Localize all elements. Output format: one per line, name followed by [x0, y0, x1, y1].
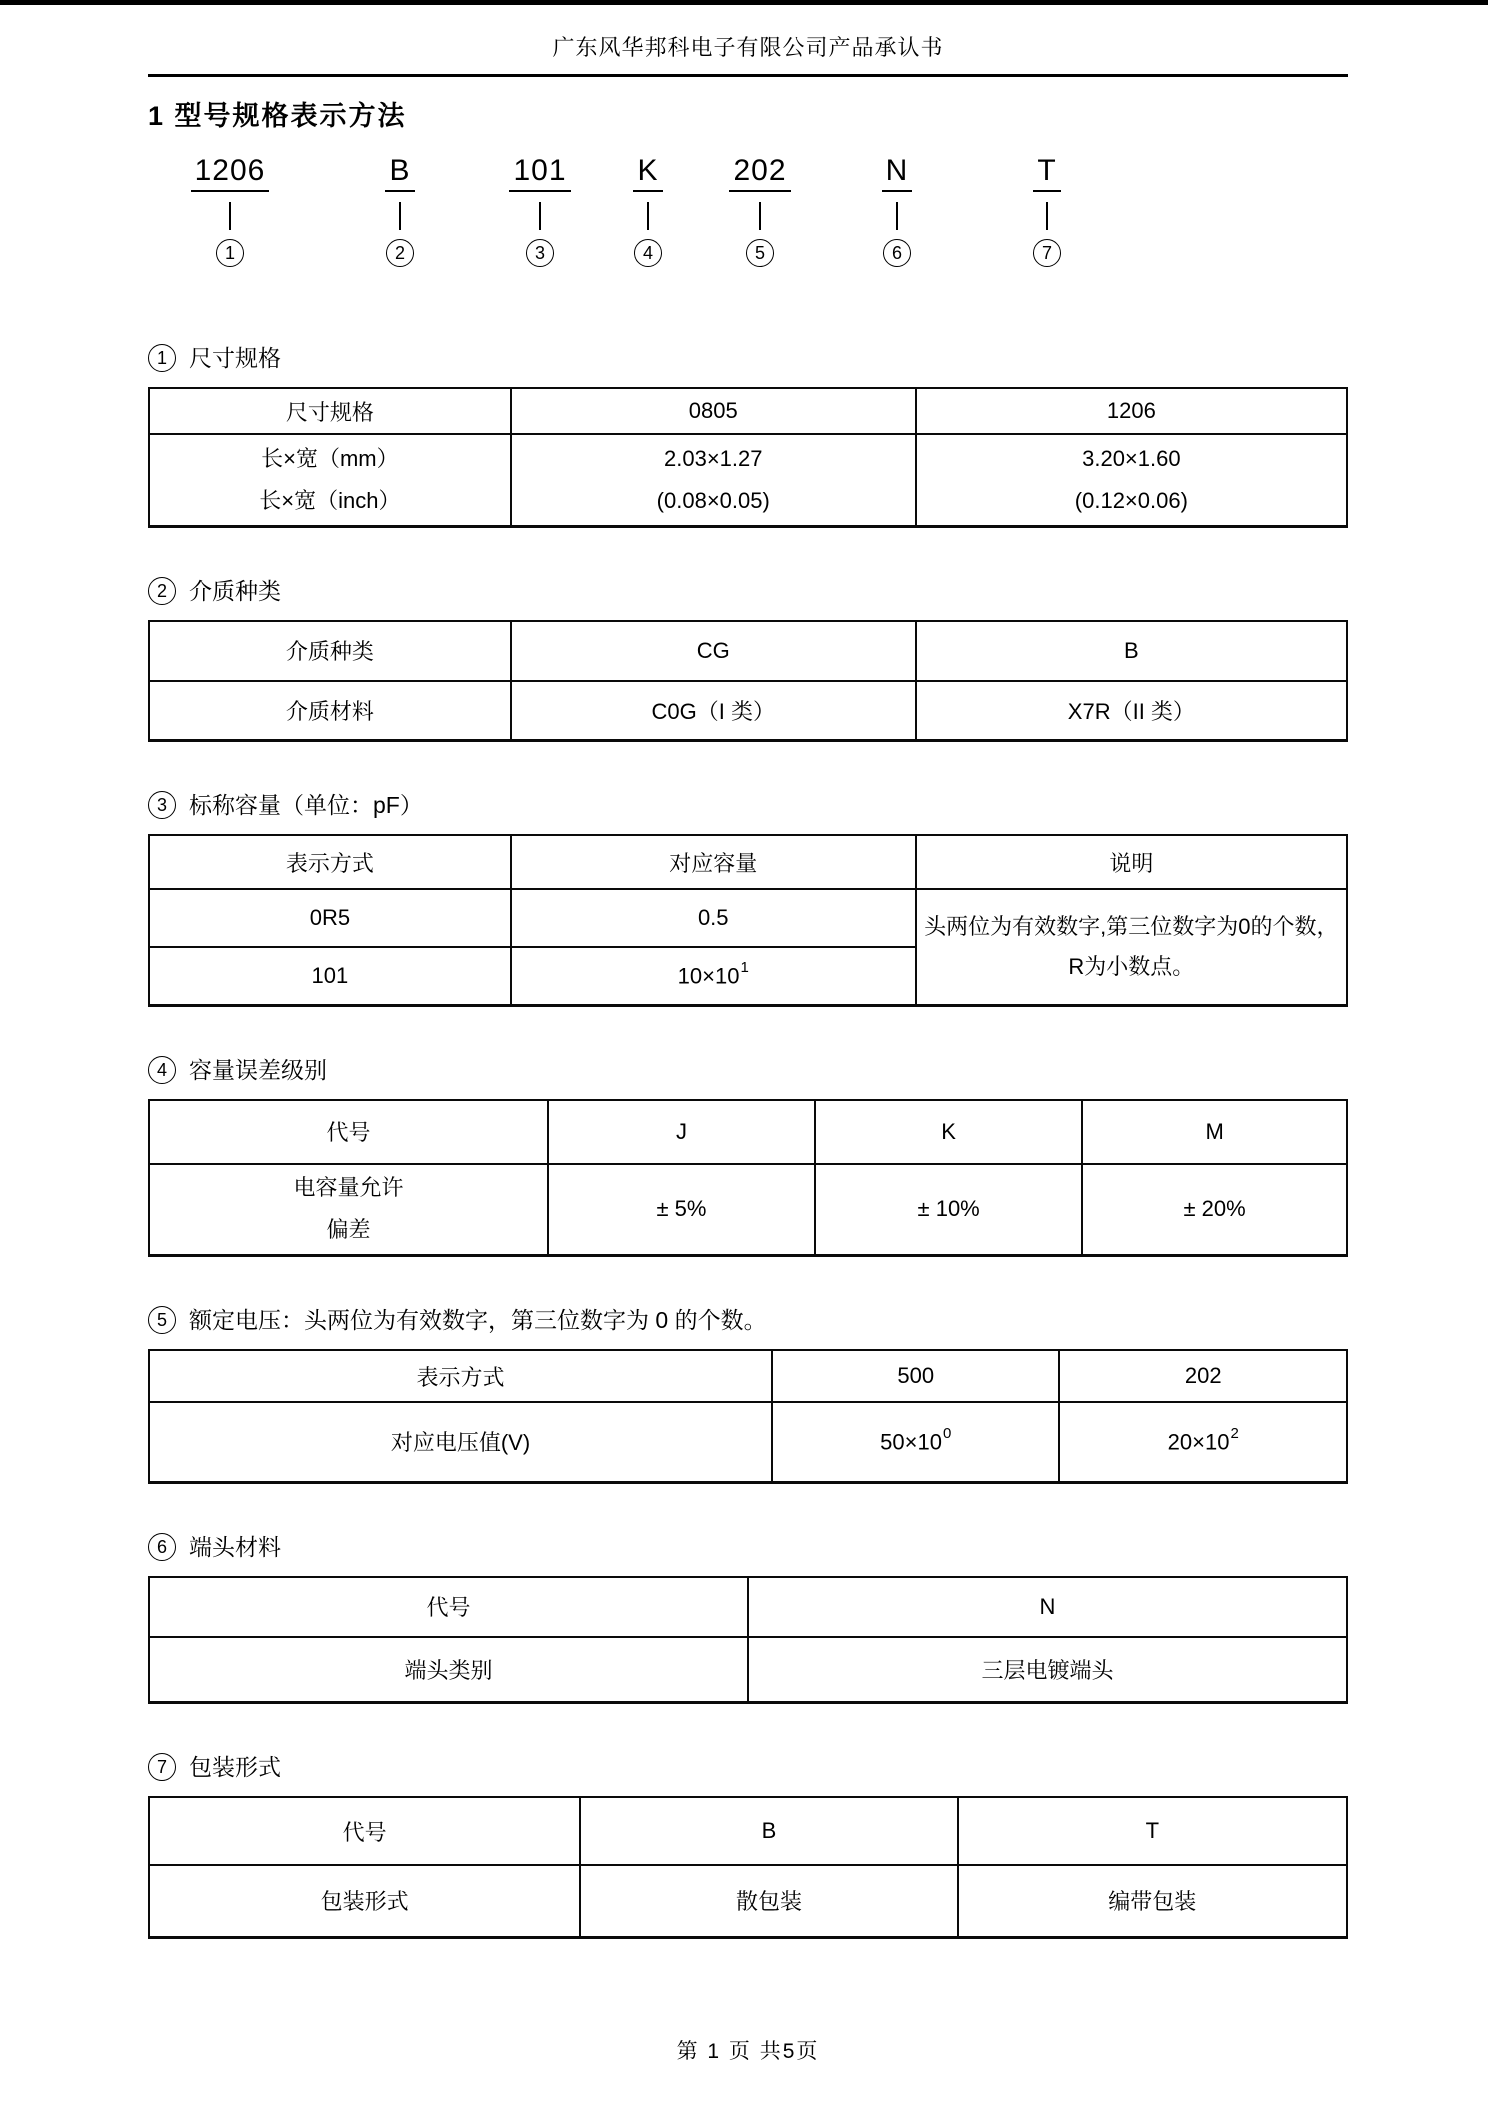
page-header: [148, 34, 1348, 77]
value-base: 10×10: [677, 963, 740, 989]
cell-label: 介质种类: [149, 621, 511, 681]
section-index-circle: 4: [148, 1056, 176, 1084]
cell-header: 表示方式: [149, 1350, 772, 1402]
table-row: [149, 1797, 1347, 1865]
section-label-text: 容量误差级别: [189, 1056, 327, 1083]
table-row: [149, 1637, 1347, 1703]
table-row: [149, 1100, 1347, 1164]
cell-value: ± 5%: [548, 1164, 815, 1256]
section-termination: [148, 1532, 1348, 1705]
size-table: [148, 387, 1348, 528]
cell-value: X7R（II 类）: [916, 681, 1347, 741]
section-label-text: 介质种类: [189, 577, 281, 604]
section-dielectric: [148, 576, 1348, 743]
pn-connector-line: [1046, 202, 1049, 230]
section-voltage-label: [148, 1305, 1348, 1335]
cell-line: (0.08×0.05): [656, 487, 770, 513]
pn-index-circle: 6: [883, 239, 911, 267]
table-row: [149, 1865, 1347, 1937]
cell-header: J: [548, 1100, 815, 1164]
page-top-border: [0, 0, 1488, 5]
page-footer: 第 1 页 共5页: [676, 2039, 820, 2063]
pn-segment-1: [175, 153, 285, 267]
pn-code: T: [1033, 153, 1060, 192]
cell-value: N: [748, 1577, 1347, 1637]
pn-connector-line: [647, 202, 650, 230]
cell-value: [1059, 1402, 1347, 1482]
termination-table: [148, 1576, 1348, 1705]
cell-line: 长×宽（inch）: [259, 487, 401, 513]
header-title: 广东风华邦科电子有限公司产品承认书: [552, 35, 944, 60]
voltage-table: [148, 1349, 1348, 1484]
section-packaging-label: [148, 1752, 1348, 1782]
pn-index-circle: 4: [634, 239, 662, 267]
pn-index-circle: 7: [1033, 239, 1061, 267]
cell-line: 2.03×1.27: [664, 445, 763, 471]
cell-label: 端头类别: [149, 1637, 748, 1703]
cell-line: 3.20×1.60: [1082, 445, 1181, 471]
section-termination-label: [148, 1532, 1348, 1562]
section-label-text: 尺寸规格: [189, 345, 281, 371]
cell-label: 代号: [149, 1797, 580, 1865]
pn-segment-2: [345, 153, 455, 267]
cell-value: ± 20%: [1082, 1164, 1347, 1256]
cell-header: 对应容量: [511, 835, 916, 889]
pn-segment-7: [992, 153, 1102, 267]
value-base: 50×10: [880, 1429, 942, 1455]
section-index-circle: 7: [148, 1753, 176, 1781]
pn-connector-line: [896, 202, 899, 230]
section-tolerance-label: [148, 1055, 1348, 1085]
cell-value: [772, 1402, 1060, 1482]
table-row: [149, 835, 1347, 889]
table-row: [149, 434, 1347, 526]
cell-value: T: [958, 1797, 1347, 1865]
cell-value: B: [580, 1797, 957, 1865]
cell-value: 三层电镀端头: [748, 1637, 1347, 1703]
cell-line: 长×宽（mm）: [261, 445, 399, 471]
cell-header: 500: [772, 1350, 1060, 1402]
pn-code: B: [385, 153, 414, 192]
section-label-text: 包装形式: [189, 1754, 281, 1780]
table-row: [149, 1577, 1347, 1637]
cell-value: 0.5: [511, 889, 916, 947]
section-voltage: [148, 1305, 1348, 1484]
table-row: [149, 1350, 1347, 1402]
cell-header: 0805: [511, 388, 916, 434]
cell-value: ± 10%: [815, 1164, 1082, 1256]
part-number-diagram: [148, 153, 1348, 295]
cell-value: [916, 434, 1347, 526]
pn-index-circle: 1: [216, 239, 244, 267]
table-row: [149, 681, 1347, 741]
tolerance-table: [148, 1099, 1348, 1258]
pn-index-circle: 3: [526, 239, 554, 267]
pn-index-circle: 5: [746, 239, 774, 267]
cell-header: 表示方式: [149, 835, 511, 889]
table-row: [149, 1402, 1347, 1482]
cell-label: 包装形式: [149, 1865, 580, 1937]
value-exponent: 2: [1230, 1425, 1239, 1443]
section-index-circle: 5: [148, 1306, 176, 1334]
section-label-text: 标称容量（单位：pF）: [189, 792, 423, 818]
cell-line: (0.12×0.06): [1074, 487, 1188, 513]
pn-connector-line: [539, 202, 542, 230]
pn-connector-line: [399, 202, 402, 230]
cell-header: M: [1082, 1100, 1347, 1164]
pn-code: 202: [729, 153, 790, 192]
cell-value: B: [916, 621, 1347, 681]
section-index-circle: 6: [148, 1533, 176, 1561]
pn-segment-6: [842, 153, 952, 267]
table-row: [149, 621, 1347, 681]
table-row: [149, 1164, 1347, 1256]
cell-label: 介质材料: [149, 681, 511, 741]
header-rule: [148, 74, 1348, 77]
cell-value: C0G（I 类）: [511, 681, 916, 741]
section-dielectric-label: [148, 576, 1348, 606]
cell-label: [149, 1164, 548, 1256]
dielectric-table: [148, 620, 1348, 743]
pn-segment-4: [593, 153, 703, 267]
capacitance-table: [148, 834, 1348, 1007]
cell-value: 编带包装: [958, 1865, 1347, 1937]
cell-label: 代号: [149, 1577, 748, 1637]
cell-header: 202: [1059, 1350, 1347, 1402]
section-capacitance: [148, 790, 1348, 1007]
cell-value: [511, 947, 916, 1005]
section-size: [148, 343, 1348, 528]
cell-header: 说明: [916, 835, 1347, 889]
cell-header: 代号: [149, 1100, 548, 1164]
value-exponent: 1: [740, 959, 749, 977]
pn-code: 101: [509, 153, 570, 192]
pn-connector-line: [759, 202, 762, 230]
cell-value: 散包装: [580, 1865, 957, 1937]
pn-code: K: [633, 153, 662, 192]
section-label-text: 额定电压：头两位为有效数字，第三位数字为 0 的个数。: [189, 1307, 767, 1333]
section-index-circle: 2: [148, 577, 176, 605]
cell-line: 电容量允许: [293, 1175, 404, 1201]
pn-code: N: [882, 153, 913, 192]
cell-header: 尺寸规格: [149, 388, 511, 434]
pn-code: 1206: [191, 153, 270, 192]
pn-connector-line: [229, 202, 232, 230]
table-row: [149, 889, 1347, 947]
cell-label: [149, 434, 511, 526]
packaging-table: [148, 1796, 1348, 1939]
value-base: 20×10: [1167, 1429, 1230, 1455]
section-size-label: [148, 343, 1348, 373]
section-packaging: [148, 1752, 1348, 1939]
cell-note: 头两位为有效数字,第三位数字为0的个数，R为小数点。: [916, 889, 1347, 1005]
doc-title: 1 型号规格表示方法: [148, 101, 407, 131]
cell-value: CG: [511, 621, 916, 681]
section-capacitance-label: [148, 790, 1348, 820]
cell-header: 1206: [916, 388, 1347, 434]
pn-segment-3: [485, 153, 595, 267]
cell-value: 101: [149, 947, 511, 1005]
pn-index-circle: 2: [386, 239, 414, 267]
cell-label: 对应电压值(V): [149, 1402, 772, 1482]
section-tolerance: [148, 1055, 1348, 1258]
pn-segment-5: [705, 153, 815, 267]
cell-header: K: [815, 1100, 1082, 1164]
cell-line: 偏差: [326, 1217, 371, 1243]
cell-value: [511, 434, 916, 526]
value-exponent: 0: [942, 1425, 952, 1443]
cell-value: 0R5: [149, 889, 511, 947]
section-index-circle: 1: [148, 344, 176, 372]
section-label-text: 端头材料: [189, 1533, 281, 1560]
table-row: [149, 388, 1347, 434]
section-index-circle: 3: [148, 791, 176, 819]
